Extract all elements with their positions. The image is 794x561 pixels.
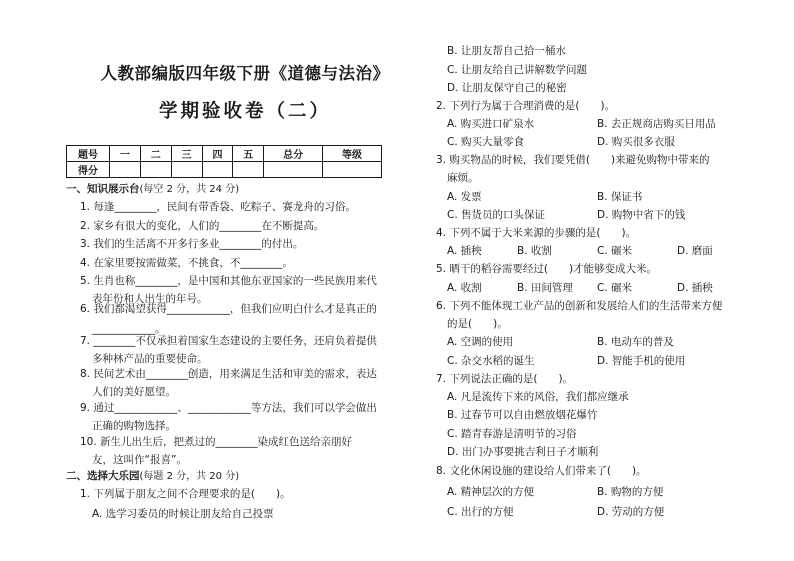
question-line: 4. 在家里要按需做菜，不挑食，不________。 bbox=[80, 257, 293, 269]
question-line: 1. 下列属于朋友之间不合理要求的是( )。 bbox=[80, 488, 291, 500]
question-line: 4. 下列不属于大米来源的步骤的是( )。 bbox=[436, 227, 637, 239]
score-header-cell: 总分 bbox=[264, 146, 323, 162]
score-header-cell: 三 bbox=[171, 146, 202, 162]
option-c: C. 售货员的口头保证 bbox=[447, 209, 546, 221]
question-line: 2. 下列行为属于合理消费的是( )。 bbox=[436, 100, 616, 112]
question-line: 多种林产品的重要使命。 bbox=[92, 353, 208, 365]
question-line: 的是( )。 bbox=[447, 318, 508, 330]
option-d: D. 磨面 bbox=[677, 245, 713, 257]
option-a: A. 空调的使用 bbox=[447, 336, 514, 348]
option-d: D. 插秧 bbox=[677, 282, 713, 294]
exam-subtitle: 学期验收卷（二） bbox=[158, 101, 331, 122]
section-2-heading bbox=[66, 469, 239, 484]
score-table bbox=[66, 145, 382, 178]
option-d: D. 购物中省下的钱 bbox=[597, 209, 686, 221]
option-c: C. 出行的方便 bbox=[447, 506, 514, 518]
question-line: 7. 下列说法正确的是( )。 bbox=[436, 373, 574, 385]
score-header-cell: 二 bbox=[140, 146, 171, 162]
question-line: 6. 下列不能体现工业产品的创新和发展给人们的生活带来方便 bbox=[436, 300, 723, 312]
option-line: D. 让朋友保守自己的秘密 bbox=[447, 82, 567, 94]
score-cell[interactable] bbox=[202, 162, 233, 178]
option-c: C. 碾米 bbox=[597, 245, 633, 257]
option-a: A. 插秧 bbox=[447, 245, 482, 257]
score-header-cell: 等级 bbox=[323, 146, 382, 162]
question-line: 友，这叫作“报喜”。 bbox=[92, 454, 187, 466]
option-b: B. 收割 bbox=[517, 245, 552, 257]
question-line: 6. 我们都渴望获得____________，但我们应明白什么才是真正的 bbox=[80, 303, 377, 315]
question-line: 1. 每逢________，民间有带香袋、吃粽子、赛龙舟的习俗。 bbox=[80, 201, 356, 213]
score-row-label: 得分 bbox=[67, 162, 110, 178]
option-a: A. 精神层次的方便 bbox=[447, 486, 535, 498]
option-b: B. 购物的方便 bbox=[597, 486, 664, 498]
option-line: D. 出门办事要挑吉利日子才顺利 bbox=[447, 446, 599, 458]
score-header-cell: 一 bbox=[110, 146, 141, 162]
question-line: 表年份和人出生的年号。 bbox=[92, 293, 208, 305]
score-header-cell: 五 bbox=[233, 146, 264, 162]
section-1-title: 一、知识展示台 bbox=[66, 183, 140, 195]
question-line: 10. 新生儿出生后，把煮过的________染成红色送给亲朋好 bbox=[80, 436, 353, 448]
section-1-heading bbox=[66, 182, 239, 197]
question-line: 人们的美好愿望。 bbox=[92, 386, 176, 398]
question-line: ____________。 bbox=[92, 323, 166, 335]
score-cell[interactable] bbox=[233, 162, 264, 178]
score-cell[interactable] bbox=[110, 162, 141, 178]
question-line: 9. 通过____________、____________等方法，我们可以学会做出 bbox=[80, 402, 377, 414]
option-a: A. 发票 bbox=[447, 191, 482, 203]
question-line: 2. 家乡有很大的变化，人们的________在不断提高。 bbox=[80, 220, 325, 232]
option-line: A. 选学习委员的时候让朋友给自己投票 bbox=[92, 508, 274, 520]
option-line: C. 让朋友给自己讲解数学问题 bbox=[447, 64, 588, 76]
question-line: 3. 我们的生活离不开多行多业________的付出。 bbox=[80, 238, 304, 250]
question-line: 7. ________不仅承担着国家生态建设的主要任务，还肩负着提供 bbox=[80, 335, 377, 347]
option-d: D. 智能手机的使用 bbox=[597, 355, 686, 367]
option-b: B. 田间管理 bbox=[517, 282, 573, 294]
option-c: C. 购买大量零食 bbox=[447, 136, 525, 148]
score-cell[interactable] bbox=[323, 162, 382, 178]
option-c: C. 杂交水稻的诞生 bbox=[447, 355, 535, 367]
question-line: 5. 生肖也称________，是中国和其他东亚国家的一些民族用来代 bbox=[80, 275, 377, 287]
section-2-note: (每题 2 分，共 20 分) bbox=[139, 471, 240, 482]
option-line: B. 让朋友帮自己拾一桶水 bbox=[447, 45, 566, 57]
score-table-row bbox=[67, 162, 382, 178]
option-line: C. 踏青春游是清明节的习俗 bbox=[447, 428, 577, 440]
question-line: 麻烦。 bbox=[447, 172, 479, 184]
score-cell[interactable] bbox=[140, 162, 171, 178]
score-cell[interactable] bbox=[171, 162, 202, 178]
score-cell[interactable] bbox=[264, 162, 323, 178]
question-line: 8. 民间艺术由________创造，用来满足生活和审美的需求，表达 bbox=[80, 368, 377, 380]
section-1-note: (每空 2 分，共 24 分) bbox=[139, 184, 240, 195]
option-b: B. 电动车的普及 bbox=[597, 336, 674, 348]
option-d: D. 劳动的方便 bbox=[597, 506, 665, 518]
question-line: 5. 晒干的稻谷需要经过( )才能够变成大米。 bbox=[436, 263, 658, 275]
option-b: B. 保证书 bbox=[597, 191, 643, 203]
option-a: A. 购买进口矿泉水 bbox=[447, 118, 535, 130]
score-header-cell: 题号 bbox=[67, 146, 110, 162]
option-d: D. 购买很多衣服 bbox=[597, 136, 675, 148]
exam-title: 人教部编版四年级下册《道德与法治》 bbox=[100, 64, 390, 83]
question-line: 3. 购买物品的时候，我们要凭借( )来避免购物中带来的 bbox=[436, 154, 710, 166]
option-a: A. 收割 bbox=[447, 282, 482, 294]
score-table-header-row bbox=[67, 146, 382, 162]
question-line: 正确的购物选择。 bbox=[92, 420, 176, 432]
option-line: A. 凡是流传下来的风俗，我们都应继承 bbox=[447, 391, 629, 403]
section-2-title: 二、选择大乐园 bbox=[66, 470, 140, 482]
option-c: C. 碾米 bbox=[597, 282, 633, 294]
score-header-cell: 四 bbox=[202, 146, 233, 162]
option-line: B. 过春节可以自由燃放烟花爆竹 bbox=[447, 409, 598, 421]
option-b: B. 去正规商店购买日用品 bbox=[597, 118, 716, 130]
question-line: 8. 文化休闲设施的建设给人们带来了( )。 bbox=[436, 465, 647, 477]
